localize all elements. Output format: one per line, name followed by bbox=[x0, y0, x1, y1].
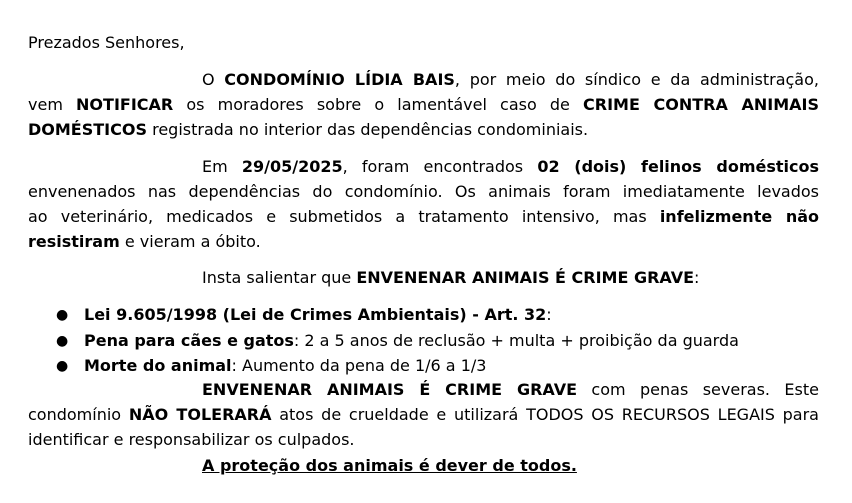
bullet-icon: ● bbox=[56, 333, 69, 349]
bullet-bold: Morte do animal bbox=[84, 356, 232, 375]
text: , por meio do síndico e da administração, bbox=[454, 70, 819, 89]
text: O bbox=[202, 70, 225, 89]
list-item bbox=[84, 305, 552, 325]
bold-crime-grave: ENVENENAR ANIMAIS É CRIME GRAVE bbox=[356, 268, 695, 287]
bold-crime-grave: ENVENENAR ANIMAIS É CRIME GRAVE bbox=[202, 380, 578, 399]
paragraph-3 bbox=[202, 268, 819, 288]
text: : bbox=[694, 268, 700, 287]
paragraph-2-line-2: envenenados nas dependências do condomínio. Os animais foram imediatamente levados bbox=[28, 182, 819, 201]
paragraph-4-line-3: identificar e responsabilizar os culpados. bbox=[28, 430, 355, 449]
text: ao veterinário, medicados e submetidos a tratamento intensivo, mas bbox=[28, 207, 660, 226]
text: e vieram a óbito. bbox=[119, 232, 261, 251]
closing-line bbox=[202, 456, 819, 476]
text: vem bbox=[28, 95, 77, 114]
paragraph-2-line-3 bbox=[28, 207, 819, 227]
text: condomínio bbox=[28, 405, 129, 424]
paragraph-1-line-3 bbox=[28, 120, 819, 140]
text: atos de crueldade e utilizará TODOS OS RECURSOS LEGAIS para bbox=[271, 405, 819, 424]
paragraph-1-line-2 bbox=[28, 95, 819, 115]
bold-domestic: DOMÉSTICOS bbox=[28, 120, 147, 139]
paragraph-2-line-4 bbox=[28, 232, 819, 252]
bullet-icon: ● bbox=[56, 307, 69, 323]
closing-statement: A proteção dos animais é dever de todos. bbox=[202, 456, 577, 475]
text: Em bbox=[202, 157, 242, 176]
bold-crime: CRIME CONTRA ANIMAIS bbox=[583, 95, 819, 114]
text: os moradores sobre o lamentável caso de bbox=[173, 95, 584, 114]
bold-felines: 02 (dois) felinos domésticos bbox=[537, 157, 819, 176]
list-item bbox=[84, 356, 486, 376]
bold-notify: NOTIFICAR bbox=[76, 95, 174, 114]
date: 29/05/2025 bbox=[241, 157, 343, 176]
bold-unfortunately: infelizmente não bbox=[659, 207, 819, 226]
text: , foram encontrados bbox=[342, 157, 538, 176]
paragraph-4-line-1 bbox=[202, 380, 819, 400]
bold-will-not-tolerate: NÃO TOLERARÁ bbox=[128, 405, 272, 424]
bullet-bold: Lei 9.605/1998 (Lei de Crimes Ambientais) - Art. 32 bbox=[84, 305, 547, 324]
bullet-text: : 2 a 5 anos de reclusão + multa + proibição da guarda bbox=[293, 331, 739, 350]
condominium-name: CONDOMÍNIO LÍDIA BAIS bbox=[224, 70, 455, 89]
text: Insta salientar que bbox=[202, 268, 357, 287]
bullet-icon: ● bbox=[56, 358, 69, 374]
paragraph-2-line-1 bbox=[202, 157, 819, 177]
bold-resisted: resistiram bbox=[28, 232, 120, 251]
greeting: Prezados Senhores, bbox=[28, 33, 185, 52]
bullet-text: : Aumento da pena de 1/6 a 1/3 bbox=[231, 356, 487, 375]
bullet-bold: Pena para cães e gatos bbox=[84, 331, 294, 350]
list-item bbox=[84, 331, 739, 351]
text: registrada no interior das dependências condominiais. bbox=[147, 120, 589, 139]
bullet-text: : bbox=[546, 305, 552, 324]
paragraph-1-line-1 bbox=[202, 70, 819, 90]
text: com penas severas. Este bbox=[577, 380, 819, 399]
paragraph-4-line-2 bbox=[28, 405, 819, 425]
